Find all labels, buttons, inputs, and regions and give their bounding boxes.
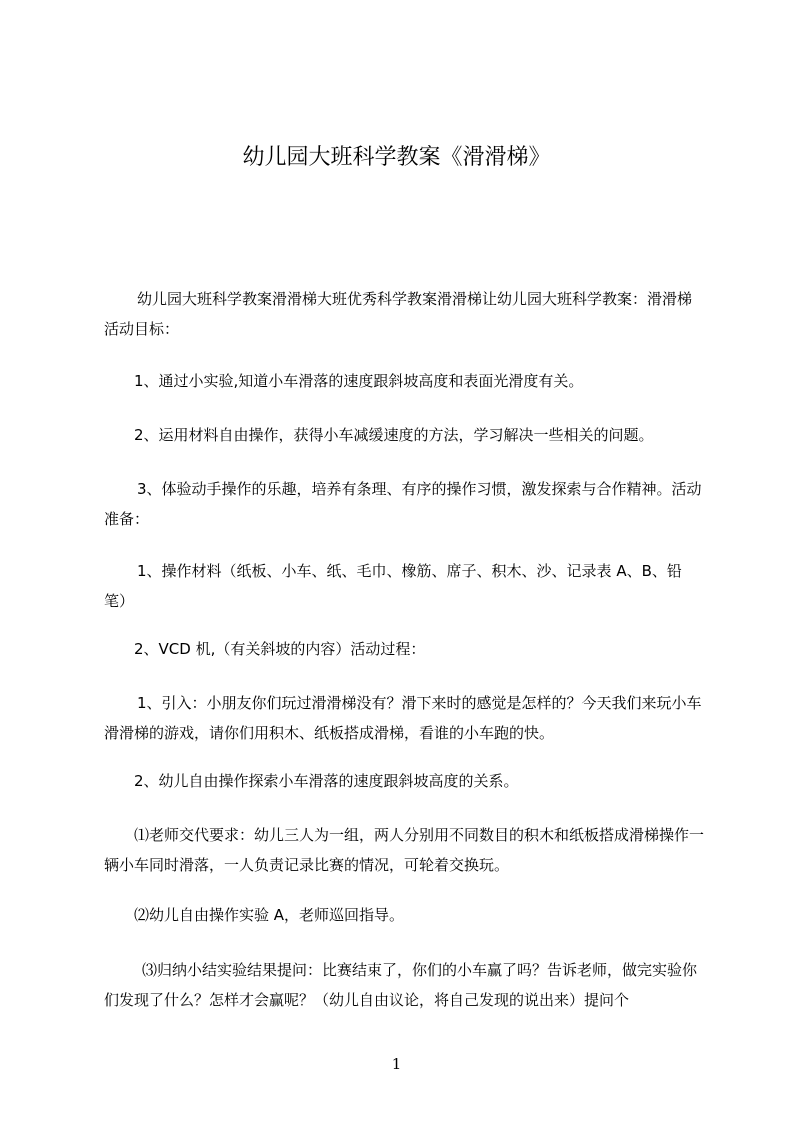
paragraph-step-2: ⑵幼儿自由操作实验 A，老师巡回指导。 xyxy=(134,906,405,924)
paragraph-step-1: ⑴老师交代要求：幼儿三人为一组，两人分别用不同数目的积木和纸板搭成滑梯操作一辆小车同时滑落，一人负责记录比赛的情况，可轮着交换玩。 xyxy=(104,826,705,874)
paragraph-goal-2: 2、运用材料自由操作，获得小车减缓速度的方法，学习解决一些相关的问题。 xyxy=(134,426,654,444)
paragraph-goal-1: 1、通过小实验,知道小车滑落的速度跟斜坡高度和表面光滑度有关。 xyxy=(134,372,584,390)
page-title: 幼儿园大班科学教案《滑滑梯》 xyxy=(242,145,551,170)
page-number: 1 xyxy=(391,1055,402,1073)
paragraph-process-1: 1、引入：小朋友你们玩过滑滑梯没有？滑下来时的感觉是怎样的？今天我们来玩小车滑滑梯的游戏，请你们用积木、纸板搭成滑梯，看谁的小车跑的快。 xyxy=(104,694,702,742)
paragraph-goal-3: 3、体验动手操作的乐趣，培养有条理、有序的操作习惯，激发探索与合作精神。活动准备： xyxy=(104,480,702,528)
paragraph-prep-1: 1、操作材料（纸板、小车、纸、毛巾、橡筋、席子、积木、沙、记录表 A、B、铅笔） xyxy=(104,562,682,610)
paragraph-prep-2: 2、VCD 机,（有关斜坡的内容）活动过程： xyxy=(134,640,426,658)
paragraph-intro: 幼儿园大班科学教案滑滑梯大班优秀科学教案滑滑梯让幼儿园大班科学教案：滑滑梯活动目标： xyxy=(104,290,693,338)
paragraph-step-3: ⑶归纳小结实验结果提问：比赛结束了，你们的小车赢了吗？告诉老师，做完实验你们发现了什么？怎样才会赢呢？（幼儿自由议论，将自己发现的说出来）提问个 xyxy=(104,961,698,1009)
paragraph-process-2: 2、幼儿自由操作探索小车滑落的速度跟斜坡高度的关系。 xyxy=(134,772,519,790)
